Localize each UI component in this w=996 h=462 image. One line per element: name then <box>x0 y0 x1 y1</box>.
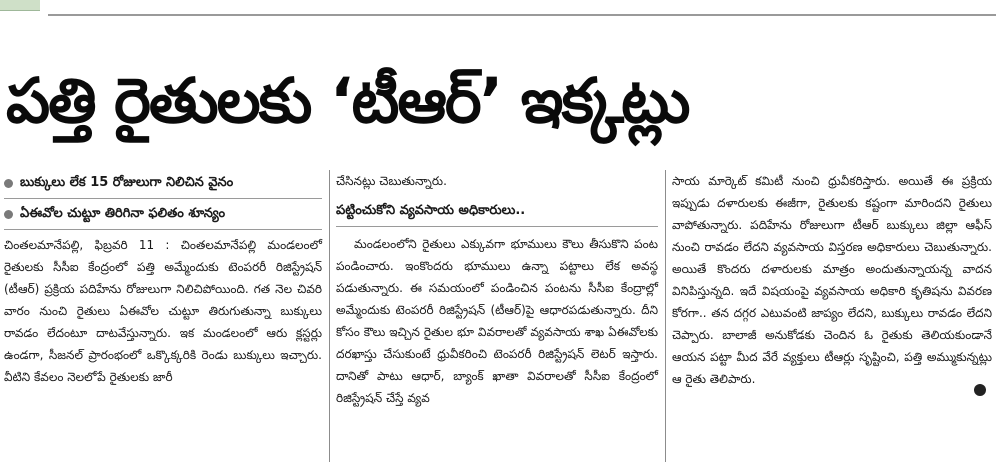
divider <box>4 229 322 230</box>
top-rule <box>48 14 996 16</box>
page-top-bar <box>0 0 996 40</box>
headline: పత్తి రైతులకు ‘టీఆర్’ ఇక్కట్లు <box>6 64 689 137</box>
bullet-text: ఏఈవోల చుట్టూ తిరిగినా ఫలితం శూన్యం <box>20 206 226 221</box>
column-2-body: మండలంలోని రైతులు ఎక్కువగా భూములు కౌలు తీసుకొని పంట పండించారు. ఇంకొందరు భూములు ఉన్నా పట్టాలు లేక అవస్థ పడుతున్నారు. ఈ సమయంలో పండించిన పంటను సీసీఐ కేంద్రాల్లో అమ్మేందుకు టెంపరరీ రిజిస్ట్రేషన్ (టీఆర్)పై ఆధారపడుతున్నారు. దీని కోసం కౌలు ఇచ్చిన రైతుల భూ వివరాలతో వ్యవసాయ శాఖ ఏఈవోలకు దరఖాస్తు చేసుకుంటే ధ్రువీకరించి టెంపరరీ రిజిస్ట్రేషన్ లెటర్ ఇస్తారు. దానితో పాటు ఆధార్, బ్యాంక్ ఖాతా వివరాలతో సీసీఐ కేంద్రంలో రిజిస్ట్రేషన్ చేస్తే వ్యవ <box>336 237 658 405</box>
bullet-point-1 <box>4 172 322 194</box>
page-corner-tab <box>0 0 40 11</box>
divider <box>4 198 322 199</box>
column-3-body: సాయ మార్కెట్ కమిటీ నుంచి ధ్రువీకరిస్తారు. అయితే ఈ ప్రక్రియ ఇప్పుడు దళారులకు ఈజీగా, రైతులకు కష్టంగా మారిందని రైతులు వాపోతున్నారు. పదిహేను రోజులుగా టీఆర్ బుక్కులు జిల్లా ఆఫీస్ నుంచి రావడం లేదని వ్యవసాయ విస్తరణ అధికారులు చెబుతున్నారు. అయితే కొందరు దళారులకు మాత్రం అందుతున్నాయన్న వాదన వినిపిస్తున్నది. ఇదే విషయంపై వ్యవసాయ అధికారి కృతిషను వివరణ కోరగా.. తన దగ్గర ఎటువంటి జాప్యం లేదని, బుక్కులు రావడం లేదని చెప్పారు. బాలాజీ అనుకోడకు చెందిన ఓ రైతుకు తెలియకుండానే ఆయన పట్టా మీద వేరే వ్యక్తులు టీఆర్లు సృష్టించి, పత్తి అమ్ముకున్నట్లు ఆ రైతు తెలిపారు. <box>672 174 992 386</box>
bullet-dot-icon <box>4 179 13 188</box>
corner-mark-icon <box>974 384 986 396</box>
column-2-lead: చేసినట్లు చెబుతున్నారు. <box>336 174 447 188</box>
column-1-body: చింతలమానేపల్లి, ఫిబ్రవరి 11 : చింతలమానేపల్లి మండలంలో రైతులకు సీసీఐ కేంద్రంలో పత్తి అమ్మేందుకు టెంపరరీ రిజిస్ట్రేషన్ (టీఆర్) ప్రక్రియ పదిహేను రోజులుగా నిలిచిపోయింది. గత నెల చివరి వారం నుంచి రైతులు ఏఈవోల చుట్టూ తిరుగుతున్నా బుక్కులు రావడం లేదంటూ దాటవేస్తున్నారు. ఇక మండలంలో ఆరు క్లస్టర్లు ఉండగా, సీజనల్ ప్రారంభంలో ఒక్కొక్కరికి రెండు బుక్కులు ఇచ్చారు. వీటిని కేవలం నెలలోపే రైతులకు జారీ <box>4 238 322 384</box>
column-2 <box>336 170 658 409</box>
bullet-text: బుక్కులు లేక 15 రోజులుగా నిలిచిన వైనం <box>20 175 234 190</box>
column-divider <box>665 170 666 462</box>
bullet-point-2 <box>4 203 322 225</box>
column-3 <box>672 170 992 390</box>
subheading: పట్టించుకోని వ్యవసాయ అధికారులు.. <box>336 203 526 218</box>
column-divider <box>329 170 330 462</box>
column-1 <box>4 170 322 388</box>
bullet-dot-icon <box>4 210 13 219</box>
divider <box>336 226 658 227</box>
